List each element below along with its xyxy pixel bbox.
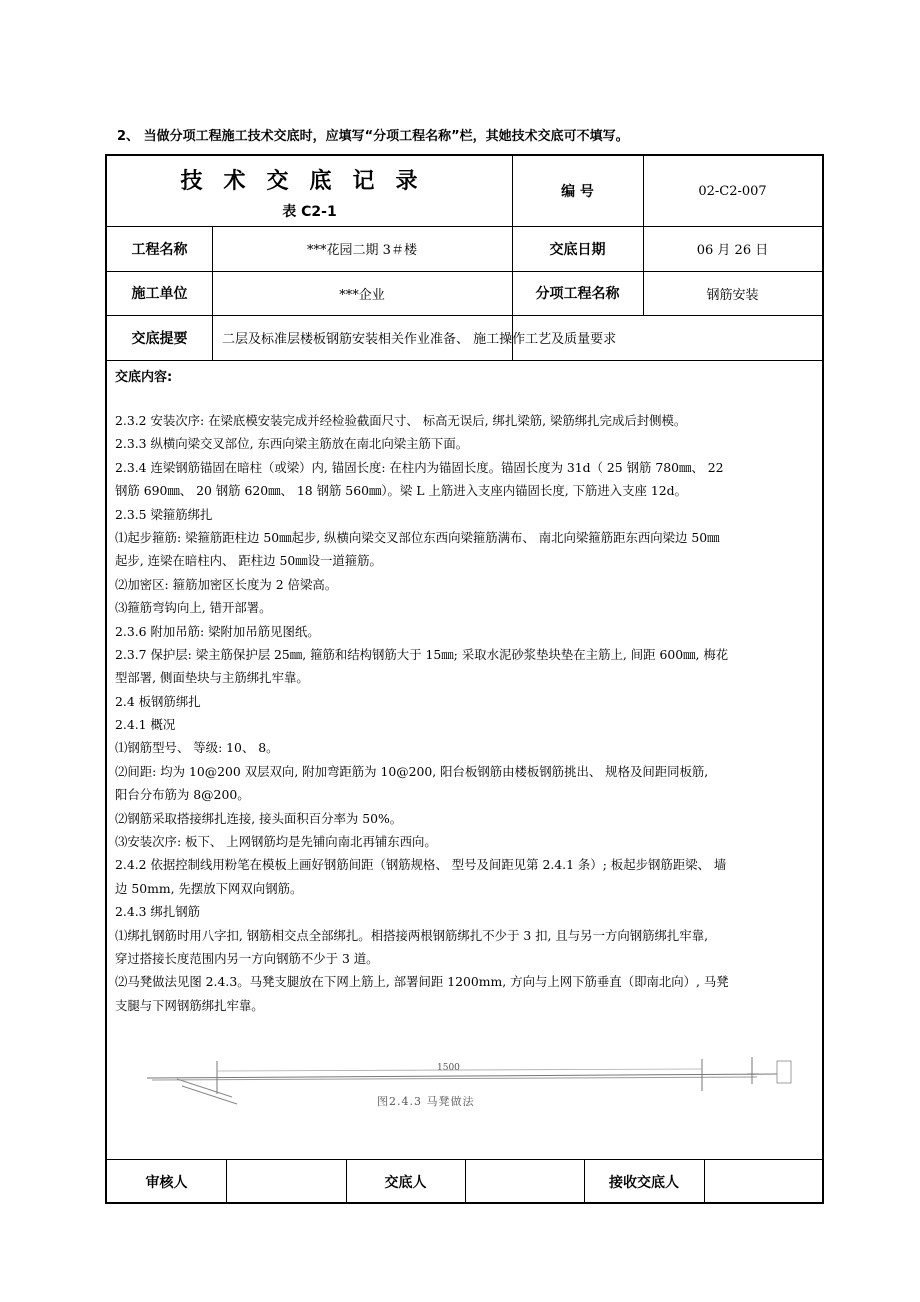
content-line: ⑵马凳做法见图 2.4.3。马凳支腿放在下网上筋上, 部署间距 1200mm, 方向与上网下筋垂直（即南北向）, 马凳 (115, 974, 729, 990)
reviewer-label: 审核人 (145, 1174, 188, 1191)
disclosure-date-value: 06 月 26 日 (696, 243, 769, 258)
discloser-label: 交底人 (384, 1174, 427, 1191)
content-line: ⑴起步箍筋: 梁箍筋距柱边 50㎜起步, 纵横向梁交叉部位东西向梁箍筋满布、 南北向梁箍筋距东西向梁边 50㎜ (115, 529, 720, 545)
content-line: 2.4 板钢筋绑扎 (115, 693, 201, 709)
subitem-name-label: 分项工程名称 (535, 286, 620, 302)
reviewer-signature-field[interactable] (226, 1159, 346, 1204)
content-line: 2.3.2 安装次序: 在梁底模安装完成并经检验截面尺寸、 标高无误后, 绑扎梁筋, 梁筋绑扎完成后封侧模。 (115, 413, 687, 428)
content-line: 2.4.2 依据控制线用粉笔在模板上画好钢筋间距（钢筋规格、 型号及间距见第 2.4.1 条）; 板起步钢筋距梁、 墙 (115, 857, 727, 873)
discloser-signature-field[interactable] (465, 1159, 584, 1204)
content-line: 2.3.3 纵横向梁交叉部位, 东西向梁主筋放在南北向梁主筋下面。 (115, 436, 469, 452)
content-line: 起步, 连梁在暗柱内、 距柱边 50㎜设一道箍筋。 (115, 553, 382, 569)
content-line: 2.3.6 附加吊筋: 梁附加吊筋见图纸。 (115, 623, 320, 639)
content-line: 型部署, 侧面垫块与主筋绑扎牢靠。 (115, 670, 309, 686)
construction-unit-value: ***企业 (339, 287, 385, 303)
content-line: ⑶箍筋弯钩向上, 错开部署。 (115, 600, 272, 616)
summary-value: 二层及标准层楼板钢筋安装相关作业准备、 施工操作工艺及质量要求 (222, 331, 617, 347)
content-line: 2.4.3 绑扎钢筋 (115, 904, 201, 920)
project-name-label: 工程名称 (131, 241, 188, 258)
summary-label: 交底提要 (131, 330, 188, 347)
content-label: 交底内容: (115, 370, 173, 385)
construction-unit-label: 施工单位 (131, 286, 188, 302)
rebar-chair-drawing (137, 1049, 817, 1119)
subitem-name-value: 钢筋安装 (706, 287, 759, 303)
content-line: 2.3.7 保护层: 梁主筋保护层 25㎜, 箍筋和结构钢筋大于 15㎜; 采取水泥砂浆垫块垫在主筋上, 间距 600㎜, 梅花 (115, 646, 729, 662)
code-label: 编 号 (561, 184, 594, 200)
figure-dimension: 1500 (437, 1063, 460, 1073)
receiver-label: 接收交底人 (609, 1174, 679, 1191)
content-line: 穿过搭接长度范围内另一方向钢筋不少于 3 道。 (115, 950, 379, 966)
form-title: 技术交底记录 (180, 169, 439, 194)
receiver-signature-field[interactable] (704, 1159, 822, 1204)
form-number: 表 C2-1 (282, 204, 337, 220)
code-value: 02-C2-007 (698, 183, 767, 199)
content-line: 边 50mm, 先摆放下网双向钢筋。 (115, 880, 303, 896)
content-line: 支腿与下网钢筋绑扎牢靠。 (115, 997, 264, 1013)
content-line: 2.4.1 概况 (115, 717, 176, 733)
instruction-note: 2、 当做分项工程施工技术交底时，应填写“分项工程名称”栏，其她技术交底可不填写。 (117, 129, 629, 144)
content-line: 2.3.4 连梁钢筋锚固在暗柱（或梁）内, 锚固长度: 在柱内为锚固长度。锚固长度为 31d（ 25 钢筋 780㎜、 22 (115, 459, 724, 475)
disclosure-date-label: 交底日期 (549, 241, 606, 258)
figure-caption: 图2.4.3 马凳做法 (377, 1095, 475, 1108)
content-line: 2.3.5 梁箍筋绑扎 (115, 506, 213, 522)
content-line: ⑵加密区: 箍筋加密区长度为 2 倍梁高。 (115, 576, 338, 592)
project-name-value: ***花园二期 3＃楼 (307, 243, 417, 258)
rebar-chair-figure (137, 1049, 817, 1119)
content-line: ⑶安装次序: 板下、 上网钢筋均是先铺向南北再铺东西向。 (115, 834, 437, 850)
content-line: ⑵间距: 均为 10@200 双层双向, 附加弯距筋为 10@200, 阳台板钢筋由楼板钢筋挑出、 规格及间距同板筋, (115, 763, 709, 779)
content-line: 阳台分布筋为 8@200。 (115, 787, 250, 803)
disclosure-form (105, 154, 824, 1204)
content-line: 钢筋 690㎜、 20 钢筋 620㎜、 18 钢筋 560㎜）。梁 L 上筋进入支座内锚固长度, 下筋进入支座 12d。 (115, 483, 687, 499)
content-body (115, 409, 821, 1017)
content-line: ⑵钢筋采取搭接绑扎连接, 接头面积百分率为 50%。 (115, 810, 403, 826)
content-line: ⑴钢筋型号、 等级: 10、 8。 (115, 740, 279, 756)
content-line: ⑴绑扎钢筋时用八字扣, 钢筋相交点全部绑扎。相搭接两根钢筋绑扎不少于 3 扣, 且与另一方向钢筋绑扎牢靠, (115, 927, 709, 943)
